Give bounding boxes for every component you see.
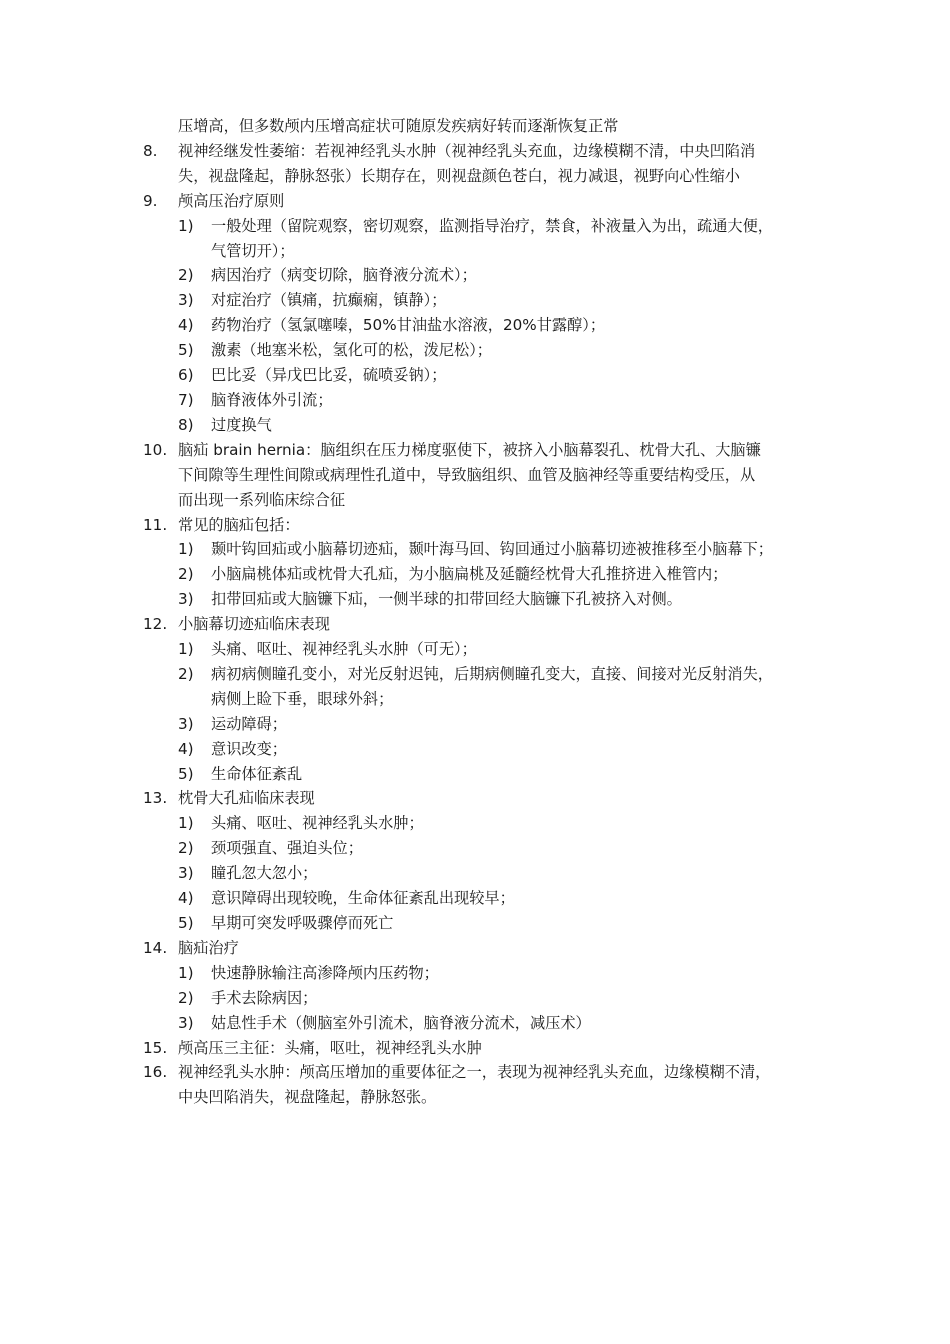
text-line: 常见的脑疝包括： <box>178 515 300 534</box>
sub-list-item <box>143 313 813 338</box>
sub-list-item <box>143 1011 813 1036</box>
sub-item-text <box>211 338 813 363</box>
sub-list-item <box>143 911 813 936</box>
sub-item-text <box>211 986 813 1011</box>
sub-item-text <box>211 313 813 338</box>
sub-item-number: 1) <box>178 540 194 559</box>
text-line: 意识障碍出现较晚，生命体征紊乱出现较早； <box>211 889 515 908</box>
sub-item-number: 2) <box>178 988 194 1007</box>
list-item <box>143 1036 813 1061</box>
text-line: 意识改变； <box>211 739 287 758</box>
sub-list-item <box>143 762 813 787</box>
text-line: 气管切开）； <box>211 241 295 260</box>
item-number: 11. <box>143 515 168 534</box>
item-text <box>178 612 813 637</box>
sub-list-item <box>143 562 813 587</box>
text-line: 颅高压治疗原则 <box>178 191 285 210</box>
text-line: 脑疝治疗 <box>178 938 239 957</box>
text-line: 病因治疗（病变切除，脑脊液分流术）； <box>211 266 477 285</box>
numbered-list <box>143 139 813 1110</box>
list-item <box>143 513 813 538</box>
text-line: 一般处理（留院观察，密切观察，监测指导治疗，禁食，补液量入为出，疏通大便， <box>211 216 773 235</box>
sub-item-text <box>211 1011 813 1036</box>
text-line: 激素（地塞米松，氢化可的松，泼尼松）； <box>211 341 492 360</box>
list-item <box>143 189 813 214</box>
sub-item-text <box>211 537 813 562</box>
sub-item-text <box>211 587 813 612</box>
sub-item-number: 2) <box>178 565 194 584</box>
text-line: 颅高压三主征：头痛，呕吐，视神经乳头水肿 <box>178 1038 482 1057</box>
sub-item-text <box>211 737 813 762</box>
sub-item-number: 1) <box>178 216 194 235</box>
text-line: 枕骨大孔疝临床表现 <box>178 789 315 808</box>
text-line: 过度换气 <box>211 415 272 434</box>
text-line: 脑脊液体外引流； <box>211 390 333 409</box>
sub-list-item <box>143 836 813 861</box>
text-line: 颞叶钩回疝或小脑幕切迹疝，颞叶海马回、钩回通过小脑幕切迹被推移至小脑幕下； <box>211 540 773 559</box>
text-line: 扣带回疝或大脑镰下疝，一侧半球的扣带回经大脑镰下孔被挤入对侧。 <box>211 590 682 609</box>
sub-item-text <box>211 288 813 313</box>
item-text <box>178 189 813 214</box>
sub-item-text <box>211 961 813 986</box>
list-item <box>143 612 813 637</box>
text-line: 姑息性手术（侧脑室外引流术，脑脊液分流术，减压术） <box>211 1013 591 1032</box>
sub-list-item <box>143 363 813 388</box>
sub-item-number: 8) <box>178 415 194 434</box>
sub-list-item <box>143 961 813 986</box>
item-text <box>178 513 813 538</box>
sub-list-item <box>143 737 813 762</box>
sub-list-item <box>143 712 813 737</box>
text-line: 头痛、呕吐、视神经乳头水肿； <box>211 814 424 833</box>
sub-list-item <box>143 986 813 1011</box>
sub-item-number: 3) <box>178 1013 194 1032</box>
sub-item-text <box>211 712 813 737</box>
text-line: 巴比妥（异戊巴比妥，硫喷妥钠）； <box>211 366 447 385</box>
sub-item-text <box>211 762 813 787</box>
text-line: 视神经乳头水肿：颅高压增加的重要体征之一，表现为视神经乳头充血，边缘模糊不清， <box>178 1063 771 1082</box>
text-line: 失，视盘隆起，静脉怒张）长期存在，则视盘颜色苍白，视力减退，视野向心性缩小 <box>178 166 740 185</box>
sub-item-text <box>211 836 813 861</box>
sub-item-number: 4) <box>178 739 194 758</box>
text-line: 而出现一系列临床综合征 <box>178 490 346 509</box>
sub-item-text <box>211 662 813 712</box>
sub-list-item <box>143 388 813 413</box>
text-line: 小脑扁桃体疝或枕骨大孔疝，为小脑扁桃及延髓经枕骨大孔推挤进入椎管内； <box>211 565 728 584</box>
item-text <box>178 786 813 811</box>
list-item <box>143 438 813 513</box>
item-number: 10. <box>143 440 168 459</box>
text-line: 小脑幕切迹疝临床表现 <box>178 615 330 634</box>
sub-item-number: 1) <box>178 963 194 982</box>
continuation-line <box>143 114 813 139</box>
sub-item-text <box>211 562 813 587</box>
item-text <box>178 438 813 513</box>
sub-item-text <box>211 886 813 911</box>
item-number: 15. <box>143 1038 168 1057</box>
sub-item-number: 3) <box>178 291 194 310</box>
item-number: 16. <box>143 1063 168 1082</box>
sub-item-number: 5) <box>178 764 194 783</box>
text-line: 瞳孔忽大忽小； <box>211 864 318 883</box>
sub-item-number: 5) <box>178 914 194 932</box>
text-line: 病侧上睑下垂，眼球外斜； <box>211 689 394 708</box>
sub-list-item <box>143 662 813 712</box>
sub-list-item <box>143 214 813 264</box>
sub-list-item <box>143 637 813 662</box>
sub-item-number: 3) <box>178 714 194 733</box>
sub-list-item <box>143 886 813 911</box>
text-line: 快速静脉输注高渗降颅内压药物； <box>211 963 439 982</box>
item-text <box>178 936 813 961</box>
sub-list-item <box>143 263 813 288</box>
sub-list-item <box>143 338 813 363</box>
sub-item-text <box>211 637 813 662</box>
sub-item-text <box>211 911 813 936</box>
sub-item-number: 6) <box>178 366 194 385</box>
sub-item-number: 1) <box>178 640 194 659</box>
text-line: 颈项强直、强迫头位； <box>211 839 363 858</box>
item-number: 9. <box>143 191 158 210</box>
sub-item-text <box>211 263 813 288</box>
item-text <box>178 139 813 189</box>
text-line: 手术去除病因； <box>211 988 318 1007</box>
item-number: 14. <box>143 938 168 957</box>
sub-item-number: 5) <box>178 341 194 360</box>
sub-item-text <box>211 388 813 413</box>
text-line: 生命体征紊乱 <box>211 764 303 783</box>
text-line: 视神经继发性萎缩：若视神经乳头水肿（视神经乳头充血，边缘模糊不清，中央凹陷消 <box>178 141 756 160</box>
list-item <box>143 139 813 189</box>
sub-list-item <box>143 288 813 313</box>
list-item <box>143 1060 813 1110</box>
sub-item-text <box>211 413 813 438</box>
text-line: 中央凹陷消失，视盘隆起，静脉怒张。 <box>178 1088 437 1107</box>
sub-list-item <box>143 537 813 562</box>
sub-item-number: 7) <box>178 390 194 409</box>
sub-item-number: 2) <box>178 266 194 285</box>
item-text <box>178 1060 813 1110</box>
text-line: 运动障碍； <box>211 714 287 733</box>
sub-item-number: 3) <box>178 590 194 609</box>
text-line: 病初病侧瞳孔变小，对光反射迟钝，后期病侧瞳孔变大，直接、间接对光反射消失， <box>211 664 773 683</box>
sub-list-item <box>143 861 813 886</box>
item-text <box>178 1036 813 1061</box>
sub-list-item <box>143 811 813 836</box>
list-item <box>143 786 813 811</box>
text-line: 早期可突发呼吸骤停而死亡 <box>211 914 394 932</box>
sub-item-number: 2) <box>178 664 194 683</box>
text-line: 脑疝 brain hernia：脑组织在压力梯度驱使下，被挤入小脑幕裂孔、枕骨大孔、大脑镰 <box>178 440 761 459</box>
sub-item-number: 1) <box>178 814 194 833</box>
sub-list-item <box>143 413 813 438</box>
text-line: 对症治疗（镇痛，抗癫痫，镇静）； <box>211 291 447 310</box>
list-item <box>143 936 813 961</box>
text-line: 药物治疗（氢氯噻嗪，50%甘油盐水溶液，20%甘露醇）； <box>211 316 606 335</box>
text-line: 下间隙等生理性间隙或病理性孔道中，导致脑组织、血管及脑神经等重要结构受压，从 <box>178 465 756 484</box>
sub-item-text <box>211 861 813 886</box>
text-line: 头痛、呕吐、视神经乳头水肿（可无）； <box>211 640 477 659</box>
document-body <box>143 114 813 1110</box>
sub-item-number: 4) <box>178 889 194 908</box>
sub-item-number: 3) <box>178 864 194 883</box>
item-number: 12. <box>143 615 168 634</box>
sub-item-text <box>211 811 813 836</box>
sub-item-text <box>211 214 813 264</box>
sub-item-number: 4) <box>178 316 194 335</box>
sub-item-text <box>211 363 813 388</box>
sub-list-item <box>143 587 813 612</box>
text-line: 压增高，但多数颅内压增高症状可随原发疾病好转而逐渐恢复正常 <box>178 117 619 135</box>
item-number: 8. <box>143 141 158 160</box>
item-number: 13. <box>143 789 168 808</box>
sub-item-number: 2) <box>178 839 194 858</box>
